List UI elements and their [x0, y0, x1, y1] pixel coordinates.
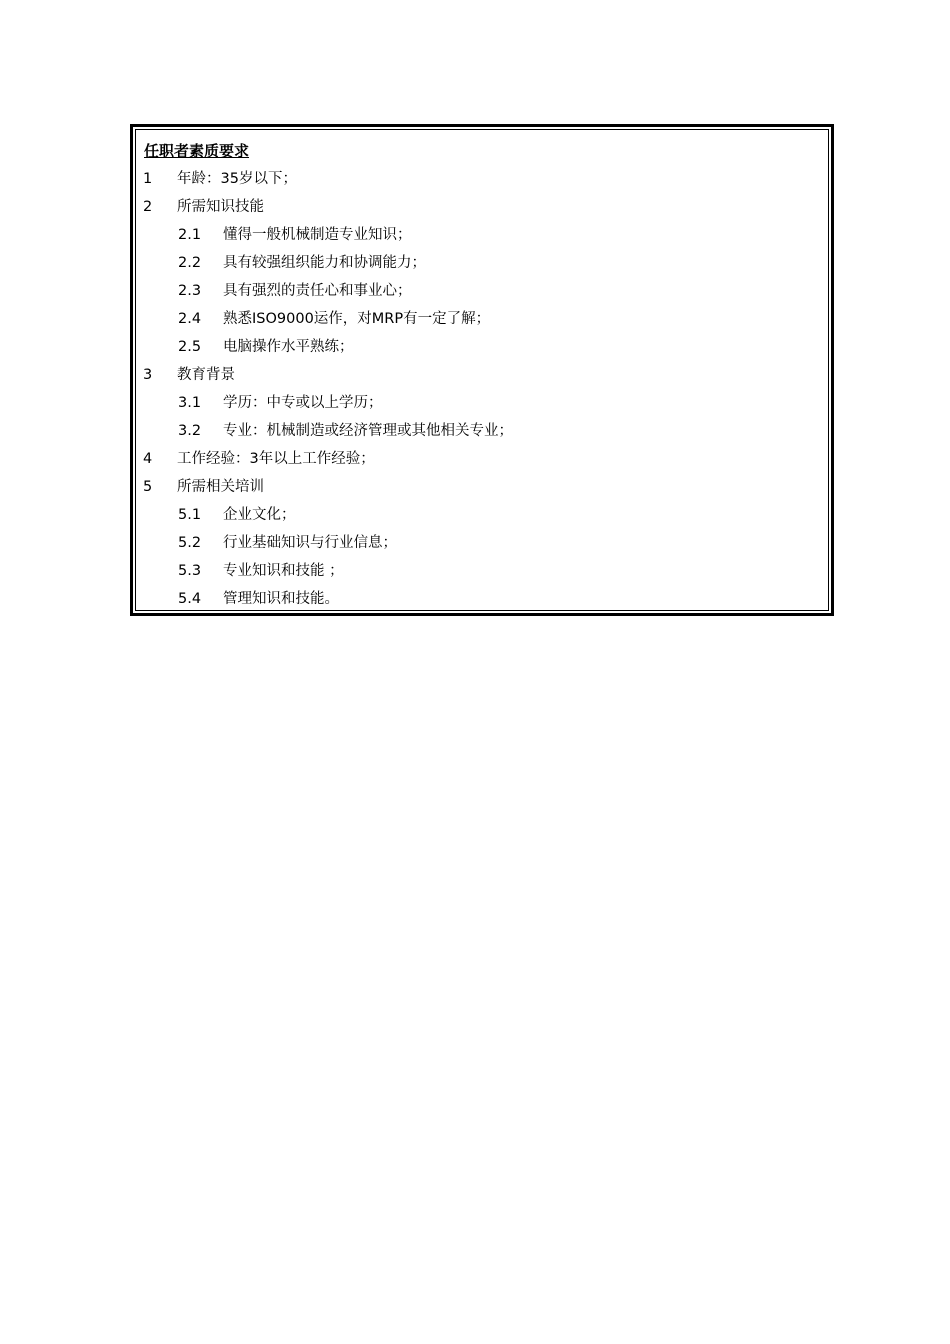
item-text: 教育背景	[177, 367, 235, 383]
list-item	[178, 337, 354, 357]
item-number: 3.1	[178, 395, 202, 411]
list-item	[178, 253, 426, 273]
item-number: 5.3	[178, 563, 202, 579]
item-number: 2.4	[178, 311, 202, 327]
list-item	[143, 365, 235, 385]
item-text: 专业知识和技能 ；	[223, 563, 344, 579]
item-text: 电脑操作水平熟练；	[223, 339, 354, 355]
list-item	[178, 421, 513, 441]
requirements-box-inner	[135, 129, 829, 611]
list-item	[143, 197, 264, 217]
item-text: 所需相关培训	[177, 479, 264, 495]
item-number: 2.2	[178, 255, 202, 271]
item-number: 5	[143, 479, 153, 495]
list-item	[178, 309, 490, 329]
list-item	[178, 393, 383, 413]
list-item	[178, 561, 344, 581]
item-number: 1	[143, 171, 153, 187]
item-text: 专业：机械制造或经济管理或其他相关专业；	[223, 423, 513, 439]
item-text: 管理知识和技能。	[223, 591, 339, 607]
item-number: 2.1	[178, 227, 202, 243]
list-item	[143, 477, 264, 497]
list-item	[178, 505, 296, 525]
item-number: 5.2	[178, 535, 202, 551]
list-item	[178, 281, 412, 301]
item-text: 具有较强组织能力和协调能力；	[223, 255, 426, 271]
list-item	[178, 589, 339, 609]
list-item	[178, 533, 397, 553]
item-text: 所需知识技能	[177, 199, 264, 215]
requirements-box	[130, 124, 834, 616]
item-number: 5.4	[178, 591, 202, 607]
item-text: 具有强烈的责任心和事业心；	[223, 283, 412, 299]
item-text: 工作经验：3年以上工作经验；	[177, 451, 375, 467]
item-number: 3	[143, 367, 153, 383]
item-text: 企业文化；	[223, 507, 296, 523]
section-title: 任职者素质要求	[144, 142, 250, 160]
list-item	[178, 225, 412, 245]
item-text: 懂得一般机械制造专业知识；	[223, 227, 412, 243]
item-number: 5.1	[178, 507, 202, 523]
list-item	[143, 169, 297, 189]
item-number: 2.3	[178, 283, 202, 299]
item-text: 行业基础知识与行业信息；	[223, 535, 397, 551]
item-number: 2	[143, 199, 153, 215]
list-item	[143, 449, 375, 469]
item-number: 3.2	[178, 423, 202, 439]
item-number: 4	[143, 451, 153, 467]
item-text: 熟悉ISO9000运作，对MRP有一定了解；	[223, 311, 491, 327]
item-number: 2.5	[178, 339, 202, 355]
item-text: 年龄：35岁以下；	[177, 171, 297, 187]
item-text: 学历：中专或以上学历；	[223, 395, 383, 411]
